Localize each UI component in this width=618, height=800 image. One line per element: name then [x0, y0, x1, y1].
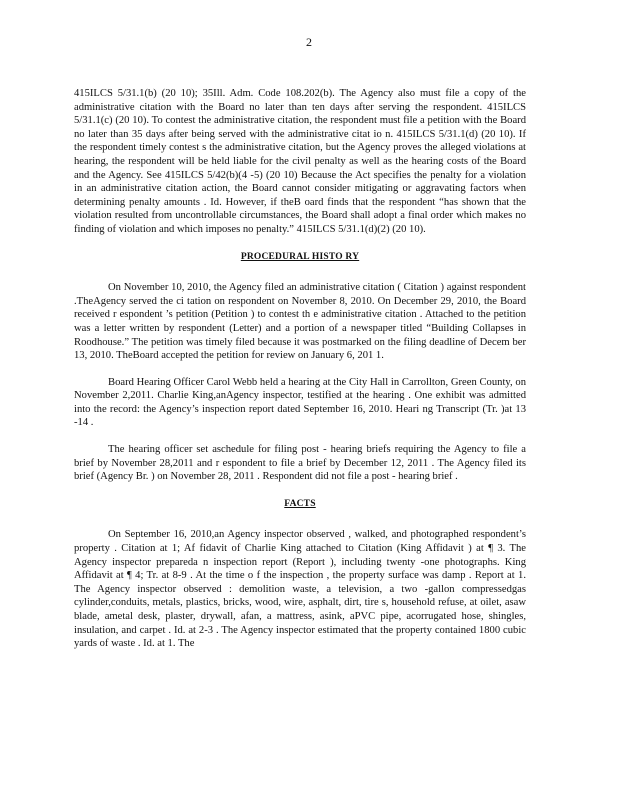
- procedural-paragraph-3: The hearing officer set aschedule for filing post - hearing briefs requiring the Agency to file a brief by November 28,2011 and r espondent to file a brief by December 12, 2011 . The Agency filed its brief (Agency Br. ) on November 28, 2011 . Respondent did not file a post - hearing brief .: [74, 444, 526, 483]
- procedural-paragraph-1: On November 10, 2010, the Agency filed an administrative citation ( Citation ) against respondent .TheAgency served the ci tation on respondent on November 8, 2010. On December 29, 2010, the Board received r espondent ’s petition (Petition ) to contest th e administrative citation . Attached to the petition was a letter written by respondent (Letter) and a portion of a newspaper titled “Building Collapses in Roodhouse.” The petition was timely filed because it was postmarked on the filing deadline of Decem ber 13, 2010. TheBoard accepted the petition for review on January 6, 201 1.: [74, 282, 526, 362]
- intro-paragraph: 415ILCS 5/31.1(b) (20 10); 35Ill. Adm. Code 108.202(b). The Agency also must file a copy of the administrative citation with the Board no later than ten days after serving the respondent. 415ILCS 5/31.1(c) (20 10). To contest the administrative citation, the respondent must file a petition with the Board no later than 35 days after being served with the administrative citat io n. 415ILCS 5/31.1(d) (20 10). If the respondent timely contest s the administrative citation, but the Agency proves the alleged violations at hearing, the respondent will be held liable for the civil penalty as well as the hearing costs of the Board and the Agency. See 415ILCS 5/42(b)(4 -5) (20 10) Because the Act specifies the penalty for a violation in an administrative citation action, the Board cannot consider mitigating or aggravating factors when determining penalty amounts . Id. However, if theB oard finds that the respondent “has shown that the violation resulted from uncontrollable circumstances, the Board shall adopt a final order which makes no finding of violation and which imposes no penalty.” 415ILCS 5/31.1(d)(2) (20 10).: [74, 88, 526, 235]
- procedural-history-heading: PROCEDURAL HISTO RY: [240, 251, 360, 262]
- facts-heading: FACTS: [284, 498, 316, 509]
- facts-paragraph-1: On September 16, 2010,an Agency inspector observed , walked, and photographed respondent’s property . Citation at 1; Af fidavit of Charlie King attached to Citation (King Affidavit ) at ¶ 3. The Agency inspector prepareda n inspection report (Report ), including twenty -one photographs. King Affidavit at ¶ 4; Tr. at 8-9 . At the time o f the inspection , the property surface was damp . Report at 1. The Agency inspector observed : demolition waste, a television, a two -gallon compressedgas cylinder,conduits, metals, plastics, bricks, wood, wire, asphalt, dirt, tire s, household refuse, at oilet, asaw blade, ametal desk, plaster, drywall, afan, a mattress, asink, aPVC pipe, acorrugated hose, shingles, insulation, and carpet . Id. at 2-3 . The Agency inspector estimated that the property contained 1800 cubic yards of waste . Id. at 1. The: [74, 529, 526, 650]
- procedural-paragraph-2: Board Hearing Officer Carol Webb held a hearing at the City Hall in Carrollton, Green County, on November 2,2011. Charlie King,anAgency inspector, testified at the hearing . One exhibit was admitted into the record: the Agency’s inspection report dated September 16, 2010. Heari ng Transcript (Tr. )at 13 -14 .: [74, 376, 526, 429]
- page-number: 2: [306, 35, 312, 49]
- document-body: [74, 87, 526, 651]
